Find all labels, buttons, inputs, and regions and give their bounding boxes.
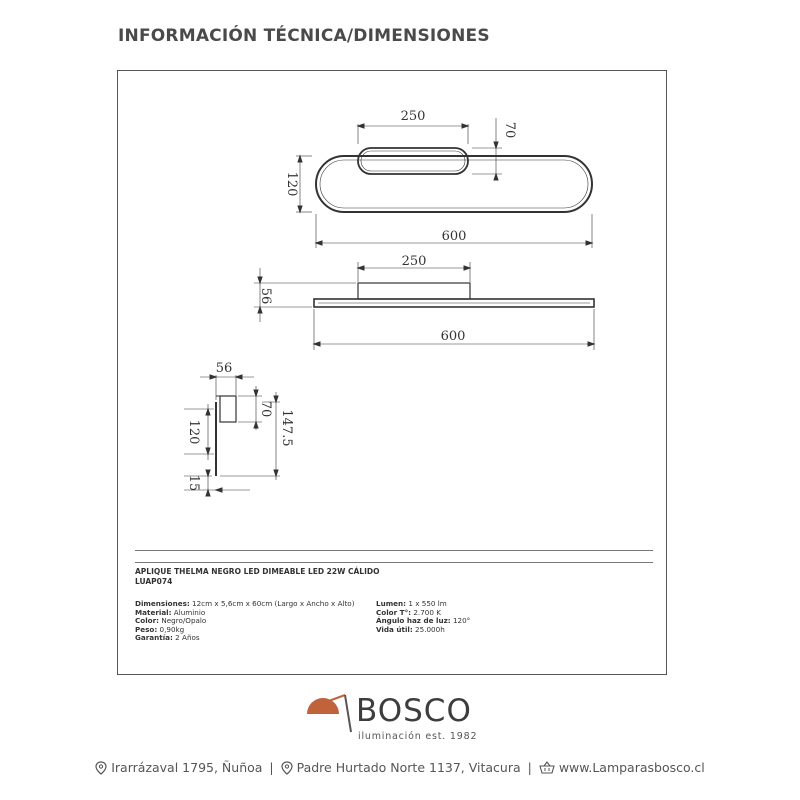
location-pin-icon <box>95 761 107 775</box>
spec-material: Material: Aluminio <box>135 607 206 617</box>
location-pin-icon <box>281 761 293 775</box>
product-name: APLIQUE THELMA NEGRO LED DIMEABLE LED 22W CÁLIDO <box>135 567 380 576</box>
brand-tagline: iluminación est. 1982 <box>358 731 478 742</box>
website-link[interactable]: www.Lamparasbosco.cl <box>558 760 705 775</box>
dim-top-height: 120 <box>284 171 299 197</box>
dim-front-width: 600 <box>440 329 466 344</box>
dim-top-inner-height: 70 <box>502 121 517 139</box>
footer <box>0 759 800 775</box>
shopping-basket-icon <box>539 761 555 774</box>
spec-warranty: Garantía: 2 Años <box>135 633 200 642</box>
spec-lumen: Lumen: 1 x 550 lm <box>376 599 447 608</box>
dim-side-base: 15 <box>186 474 201 492</box>
spec-color-temp: Color T°: 2.700 K <box>376 607 441 617</box>
product-code: LUAP074 <box>135 577 173 586</box>
divider-bottom <box>135 562 653 563</box>
spec-lifetime: Vida útil: 25.000h <box>376 624 445 634</box>
dim-side-total: 147.5 <box>279 409 294 447</box>
dim-side-depth: 56 <box>215 361 233 376</box>
dim-front-depth: 56 <box>258 287 273 305</box>
spec-color: Color: Negro/Opalo <box>135 616 207 625</box>
dim-side-inner: 70 <box>258 400 273 418</box>
dim-top-inner-width: 250 <box>400 109 426 124</box>
lamp-logo-icon <box>305 692 355 742</box>
dim-side-height: 120 <box>186 419 201 445</box>
spec-weight: Peso: 0,90kg <box>135 624 185 634</box>
dim-top-width: 600 <box>441 229 467 244</box>
spec-beam-angle: Ángulo haz de luz: 120° <box>376 616 471 625</box>
dim-front-inner-width: 250 <box>401 254 427 269</box>
address-vitacura: Padre Hurtado Norte 1137, Vitacura <box>296 760 521 775</box>
footer-separator: | <box>527 760 532 775</box>
footer-separator: | <box>269 760 274 775</box>
brand-name: BOSCO <box>356 693 472 729</box>
front-view <box>254 262 594 350</box>
spec-dimensions: Dimensiones: 12cm x 5,6cm x 60cm (Largo x Ancho x Alto) <box>135 599 355 608</box>
page-title: INFORMACIÓN TÉCNICA/DIMENSIONES <box>118 26 490 46</box>
divider-top <box>135 550 653 551</box>
address-nunoa: Irarrázaval 1795, Ñuñoa <box>111 760 263 775</box>
